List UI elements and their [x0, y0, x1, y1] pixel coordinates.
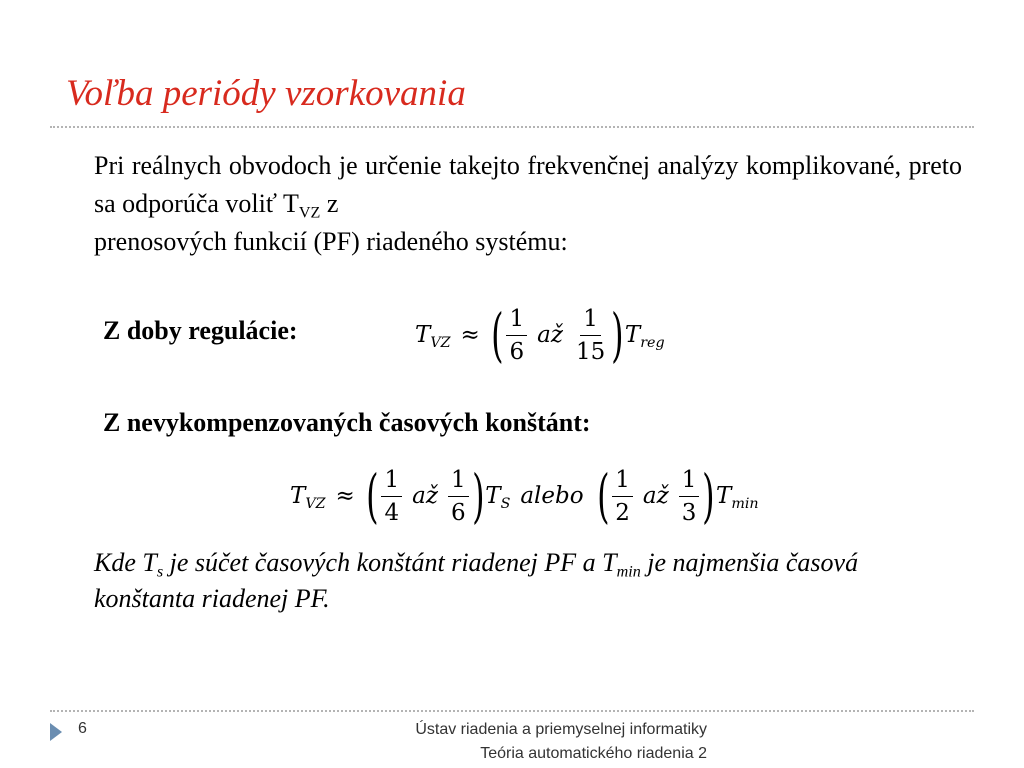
footer-divider	[50, 710, 974, 712]
eq2-fraction-1: $\frac{1}{4}$	[381, 466, 402, 527]
page-number: 6	[78, 720, 87, 737]
equation-time-constants	[290, 460, 759, 532]
equation-regulation-time	[415, 299, 665, 371]
eq2-fraction-3: $\frac{1}{2}$	[612, 466, 633, 527]
section-label-time-constants: Z nevykompenzovaných časových konštánt:	[103, 408, 591, 437]
eq2-open-paren-2: (	[596, 462, 610, 530]
eq2-fraction-4: $\frac{1}{3}$	[679, 466, 700, 527]
note-subscript-s: s	[156, 563, 164, 581]
eq2-az-2: až	[642, 483, 669, 509]
note-subscript-min: min	[616, 563, 641, 581]
triangle-right-icon	[50, 723, 62, 741]
eq1-approx: ≈	[460, 322, 480, 348]
footer-course: Teória automatického riadenia 2	[480, 745, 707, 762]
eq2-az-1: až	[412, 483, 438, 509]
footer-text	[415, 718, 707, 766]
eq1-rhs: $T_{reg}$	[624, 322, 665, 351]
eq2-close-paren-2: )	[702, 462, 715, 530]
intro-text: Pri reálnych obvodoch je určenie takejto frekvenčnej analýzy komplikované, preto sa odporúča voliť T	[94, 151, 962, 218]
slide-title: Voľba periódy vzorkovania	[66, 73, 466, 114]
eq1-fraction-2: $\frac{1}{15}$	[575, 305, 606, 365]
intro-text-after: z	[320, 189, 339, 218]
title-divider	[50, 126, 974, 128]
intro-subscript: VZ	[298, 204, 321, 222]
eq2-fraction-2: $\frac{1}{6}$	[448, 466, 469, 527]
intro-last-line: prenosových funkcií (PF) riadeného systému:	[94, 227, 568, 256]
eq2-approx: ≈	[335, 483, 355, 509]
eq2-lhs: $T_{VZ}$	[290, 483, 326, 512]
eq1-lhs: $T_{VZ}$	[415, 322, 451, 351]
eq1-fraction-1: $\frac{1}{6}$	[506, 305, 527, 366]
eq2-open-paren-1: (	[365, 462, 379, 530]
eq2-alebo: alebo	[520, 483, 584, 509]
eq2-ts: $T_S$	[485, 483, 511, 512]
section-label-regulation-time: Z doby regulácie:	[103, 316, 298, 345]
eq2-tmin: $T_{min}$	[716, 483, 759, 512]
explanation-note: Kde $T_s$ je súčet časových konštánt riadenej PF a $T_{min}$ je najmenšia časová konštanta riadenej PF.	[94, 548, 859, 613]
intro-paragraph	[94, 147, 962, 261]
eq2-close-paren-1: )	[471, 462, 485, 530]
eq1-az: až	[537, 322, 563, 348]
footer-institute: Ústav riadenia a priemyselnej informatiky	[415, 721, 707, 738]
eq1-open-paren: (	[490, 301, 504, 369]
eq1-close-paren: )	[611, 301, 624, 369]
